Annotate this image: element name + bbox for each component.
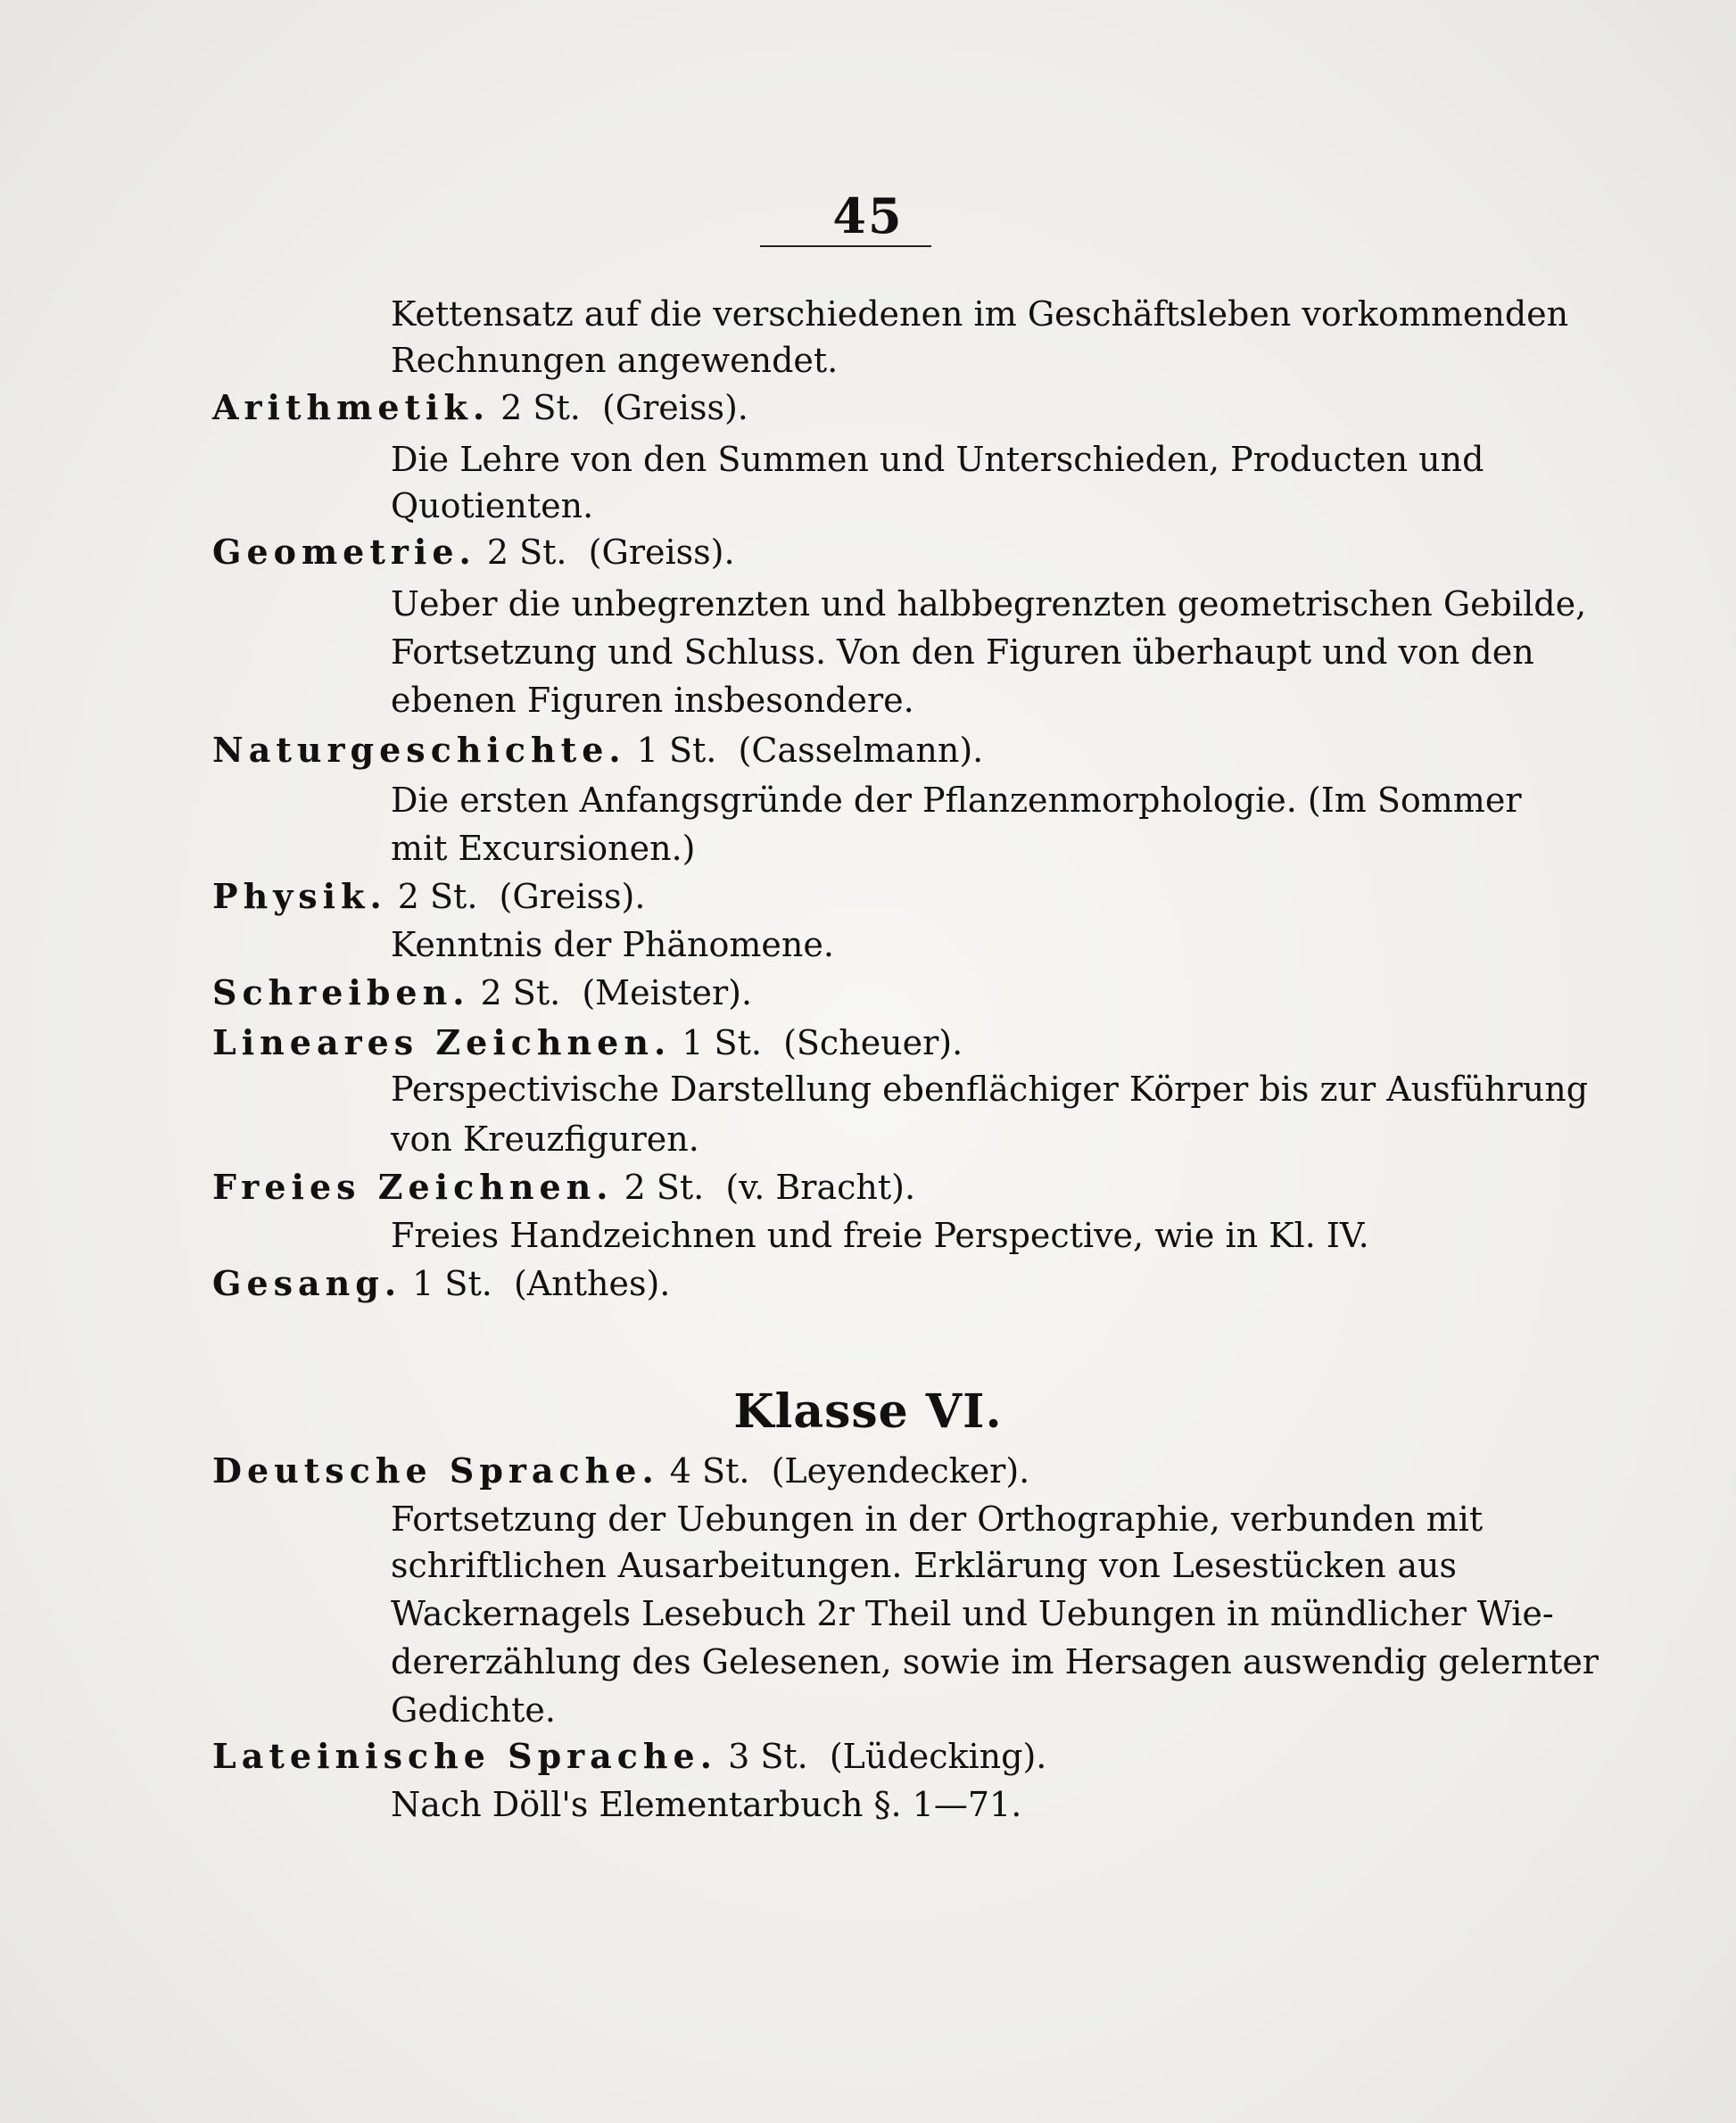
subject-name: Physik. bbox=[212, 876, 387, 916]
text-line: Quotienten. bbox=[391, 486, 594, 525]
subject-entry bbox=[212, 1022, 963, 1062]
subject-name: Arithmetik. bbox=[212, 387, 491, 427]
subject-entry bbox=[212, 532, 735, 572]
page-number: 45 bbox=[832, 187, 904, 244]
subject-entry bbox=[212, 972, 753, 1012]
subject-info: 3 St. (Lüdecking). bbox=[728, 1737, 1047, 1776]
subject-name: Deutsche Sprache. bbox=[212, 1450, 659, 1491]
subject-info: 1 St. (Casselmann). bbox=[636, 731, 984, 770]
text-line: schriftlichen Ausarbeitungen. Erklärung von Lesestücken aus bbox=[391, 1546, 1457, 1585]
subject-entry bbox=[212, 387, 748, 427]
subject-name: Naturgeschichte. bbox=[212, 730, 626, 770]
text-line: Gedichte. bbox=[391, 1690, 556, 1730]
subject-entry bbox=[212, 1736, 1047, 1776]
subject-info: 2 St. (Greiss). bbox=[397, 877, 646, 916]
subject-info: 2 St. (Greiss). bbox=[486, 533, 735, 572]
text-line: Fortsetzung der Uebungen in der Orthographie, verbunden mit bbox=[391, 1499, 1484, 1539]
subject-entry bbox=[212, 876, 646, 916]
subject-name: Freies Zeichnen. bbox=[212, 1167, 614, 1207]
subject-entry bbox=[212, 730, 984, 770]
subject-info: 2 St. (Meister). bbox=[480, 973, 753, 1012]
text-line: von Kreuzfiguren. bbox=[391, 1119, 699, 1159]
text-line: ebenen Figuren insbesondere. bbox=[391, 681, 914, 720]
subject-entry bbox=[212, 1263, 671, 1303]
text-line: mit Excursionen.) bbox=[391, 829, 696, 868]
text-line: Kenntnis der Phänomene. bbox=[391, 925, 834, 964]
text-line: Rechnungen angewendet. bbox=[391, 341, 839, 380]
text-line: dererzählung des Gelesenen, sowie im Hersagen auswendig gelernter bbox=[391, 1642, 1599, 1681]
subject-info: 2 St. (Greiss). bbox=[500, 388, 748, 427]
text-line: Nach Döll's Elementarbuch §. 1—71. bbox=[391, 1785, 1022, 1824]
text-line: Fortsetzung und Schluss. Von den Figuren überhaupt und von den bbox=[391, 632, 1534, 672]
text-line: Freies Handzeichnen und freie Perspective, wie in Kl. IV. bbox=[391, 1216, 1369, 1255]
text-line: Die Lehre von den Summen und Unterschieden, Producten und bbox=[391, 440, 1484, 479]
subject-name: Schreiben. bbox=[212, 972, 470, 1012]
text-line: Kettensatz auf die verschiedenen im Geschäftsleben vorkommenden bbox=[391, 294, 1569, 334]
subject-info: 4 St. (Leyendecker). bbox=[669, 1451, 1030, 1491]
header-rule bbox=[760, 245, 931, 247]
text-line: Die ersten Anfangsgründe der Pflanzenmorphologie. (Im Sommer bbox=[391, 781, 1522, 820]
subject-name: Gesang. bbox=[212, 1263, 402, 1303]
text-line: Ueber die unbegrenzten und halbbegrenzten geometrischen Gebilde, bbox=[391, 584, 1587, 624]
text-line: Wackernagels Lesebuch 2r Theil und Uebungen in mündlicher Wie- bbox=[391, 1594, 1554, 1633]
subject-name: Geometrie. bbox=[212, 532, 476, 572]
text-line: Perspectivische Darstellung ebenflächiger Körper bis zur Ausführung bbox=[391, 1070, 1589, 1109]
subject-entry bbox=[212, 1450, 1030, 1491]
class-heading: Klasse VI. bbox=[733, 1384, 1003, 1439]
subject-info: 2 St. (v. Bracht). bbox=[624, 1168, 916, 1207]
subject-entry bbox=[212, 1167, 916, 1207]
subject-name: Lateinische Sprache. bbox=[212, 1736, 717, 1776]
subject-name: Lineares Zeichnen. bbox=[212, 1022, 672, 1062]
subject-info: 1 St. (Anthes). bbox=[412, 1264, 671, 1303]
subject-info: 1 St. (Scheuer). bbox=[682, 1023, 963, 1062]
